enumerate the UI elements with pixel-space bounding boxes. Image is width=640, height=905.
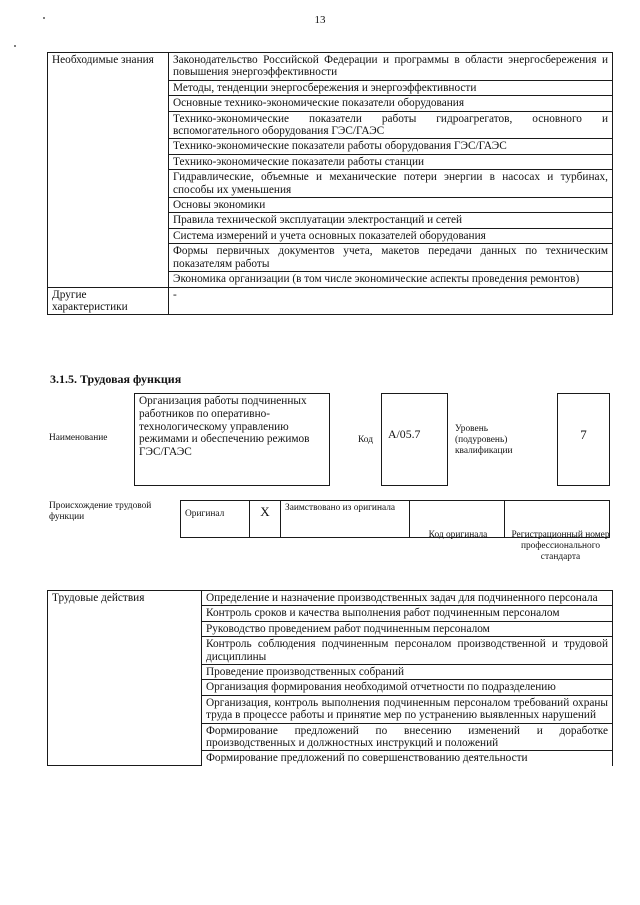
table-row [48,591,613,606]
origin-label: Происхождение трудовой функции [49,501,152,522]
level-box [557,393,610,486]
row-label: Трудовые действия [48,591,202,766]
row-item: Контроль соблюдения подчиненным персоналом производственной и трудовой дисциплины [202,637,613,665]
reg-number-caption: Регистрационный номер профессионального стандарта [511,530,610,562]
borrowed-cell [281,501,410,538]
row-item: Законодательство Российской Федерации и программы в области энергосбережения и повышения энергоэффективности [169,53,613,81]
row-item: Определение и назначение производственных задач для подчиненного персонала [202,591,613,606]
section-heading: 3.1.5. Трудовая функция [50,372,182,386]
page-number: 13 [314,14,326,26]
table-row [48,53,613,81]
scan-speck [14,45,16,47]
row-item: Проведение производственных собраний [202,665,613,680]
code-label: Код [358,435,373,445]
row-item: Методы, тенденции энергосбережения и энергоэффективности [169,80,613,95]
row-item: Экономика организации (в том числе экономические аспекты проведения ремонтов) [169,272,613,287]
function-name-box [134,393,330,486]
row-item: Руководство проведением работ подчиненным персоналом [202,621,613,636]
original-mark: X [260,504,270,519]
row-item: Основные технико-экономические показатели оборудования [169,96,613,111]
level-value: 7 [580,427,587,442]
row-item: Технико-экономические показатели работы гидроагрегатов, основного и вспомогательного оборудования ГЭС/ГАЭС [169,111,613,139]
row-item: Система измерений и учета основных показателей оборудования [169,228,613,243]
knowledge-table [47,52,613,315]
code-value: А/05.7 [388,427,421,441]
row-item: Основы экономики [169,198,613,213]
level-label: Уровень (подуровень) квалификации [455,424,513,456]
labor-actions-table [47,590,613,766]
code-original-caption: Код оригинала [428,530,488,540]
code-box [381,393,448,486]
table-row [48,287,613,315]
row-item: Контроль сроков и качества выполнения работ подчиненным персоналом [202,606,613,621]
row-item: Технико-экономические показатели работы станции [169,154,613,169]
row-item: Правила технической эксплуатации электростанций и сетей [169,213,613,228]
row-item: Технико-экономические показатели работы оборудования ГЭС/ГАЭС [169,139,613,154]
row-item: Формирование предложений по совершенствованию деятельности [202,751,613,766]
original-cell [181,501,250,538]
row-item: Формы первичных документов учета, макетов передачи данных по техническим показателям работы [169,244,613,272]
original-label: Оригинал [185,509,225,519]
row-item: Гидравлические, объемные и механические потери энергии в насосах и турбинах, способы их уменьшения [169,170,613,198]
row-item: Организация формирования необходимой отчетности по подразделению [202,680,613,695]
row-item: Формирование предложений по внесению изменений и доработке производственных и должностных инструкций и положений [202,723,613,751]
name-label: Наименование [49,433,108,443]
row-item: Организация, контроль выполнения подчиненным персоналом требований охраны труда в процессе работы и принятие мер по устранению выявленных нарушений [202,695,613,723]
row-item: - [169,287,613,315]
original-mark-cell [250,501,281,538]
borrowed-label: Заимствовано из оригинала [285,503,396,513]
row-label: Другие характеристики [48,287,169,315]
function-name-text: Организация работы подчиненных работников по оперативно-технологическому управлению режимами и обеспечению режимов ГЭС/ГАЭС [139,395,310,459]
row-label: Необходимые знания [48,53,169,288]
